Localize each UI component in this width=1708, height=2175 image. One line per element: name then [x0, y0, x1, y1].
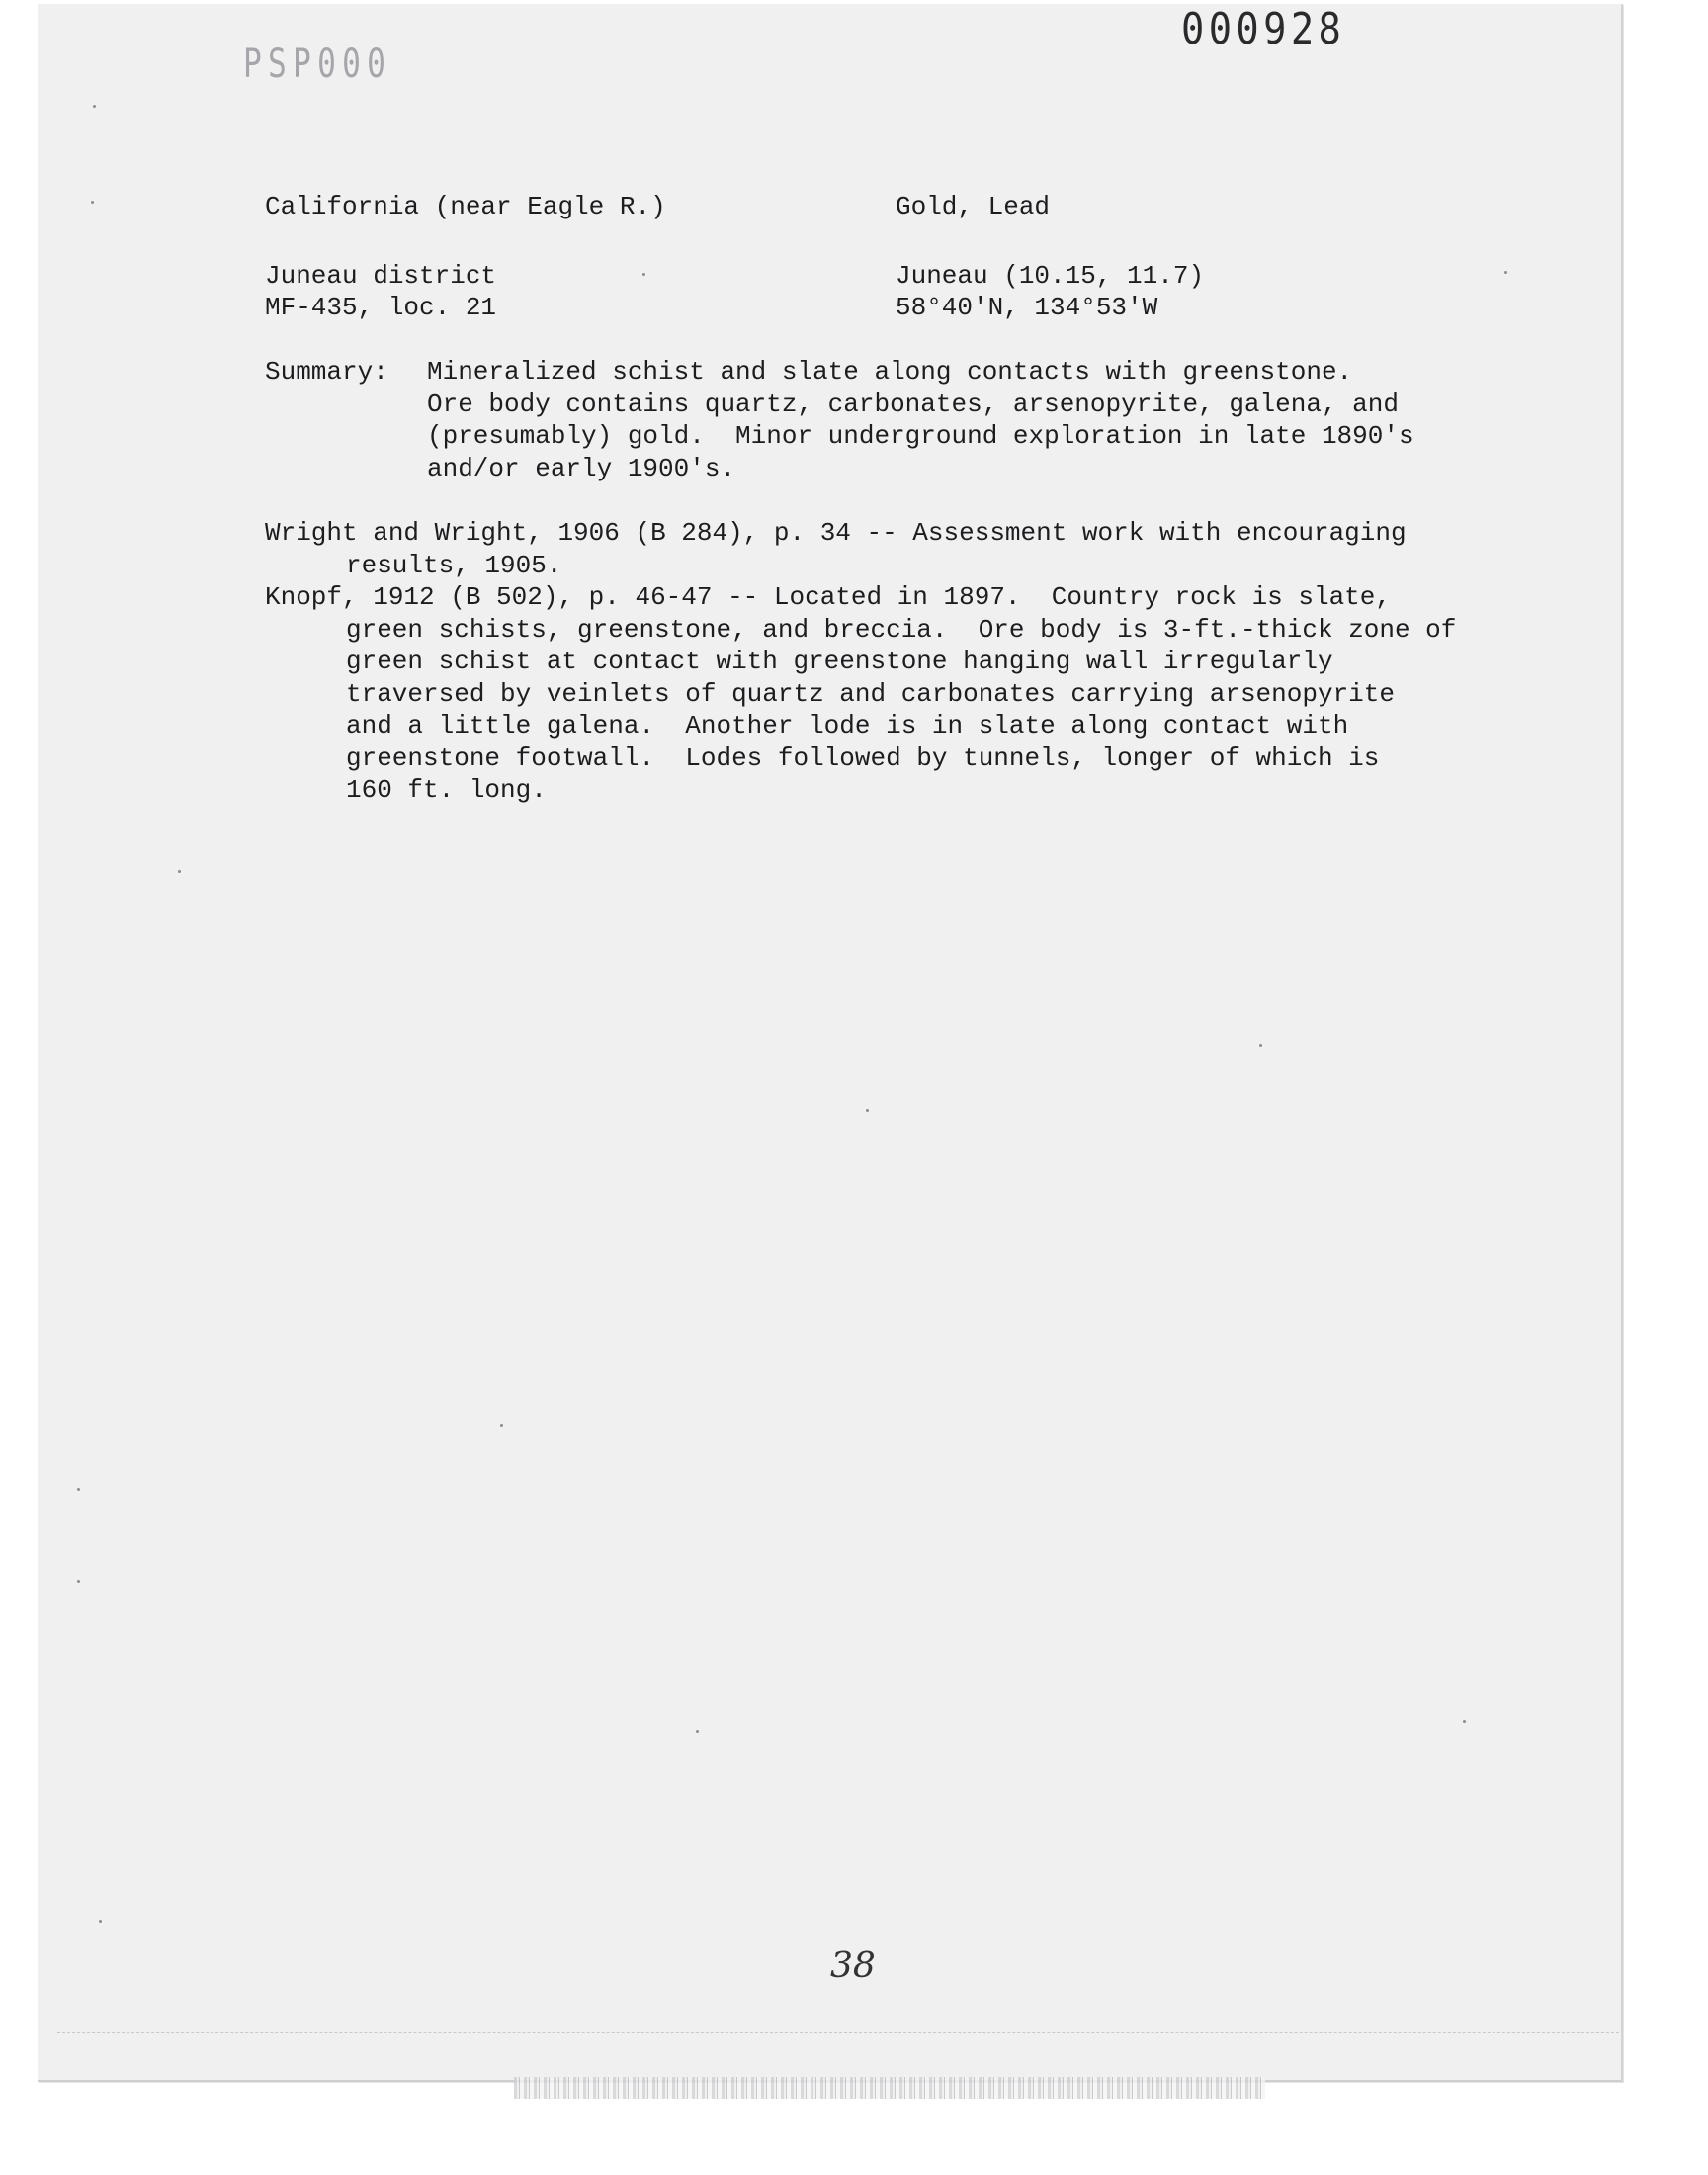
commodities: Gold, Lead — [896, 192, 1051, 221]
scan-speck — [866, 1109, 869, 1112]
scan-speck — [77, 1488, 80, 1491]
summary-label: Summary: — [265, 357, 388, 387]
location-name: California (near Eagle R.) — [265, 192, 666, 221]
handwritten-page-number: 38 — [830, 1946, 876, 1986]
scanner-artifact-strip — [514, 2077, 1265, 2099]
reference-wright — [265, 517, 1407, 581]
reference-line: Knopf, 1912 (B 502), p. 46-47 -- Located in 1897. Country rock is slate, — [265, 582, 1391, 612]
summary-line: Mineralized schist and slate along contacts with greenstone. — [427, 357, 1353, 387]
scan-speck — [178, 870, 181, 873]
scan-speck — [91, 201, 94, 204]
faded-code-stamp: PSP000 — [243, 42, 392, 87]
scan-speck — [99, 1920, 102, 1923]
scan-speck — [1463, 1720, 1466, 1723]
summary-line: (presumably) gold. Minor underground exploration in late 1890's — [427, 421, 1414, 451]
reference-knopf — [265, 581, 1456, 807]
reference-line: green schist at contact with greenstone hanging wall irregularly — [346, 647, 1333, 676]
reference-line: green schists, greenstone, and breccia. Ore body is 3-ft.-thick zone of — [346, 614, 1457, 645]
scan-speck — [500, 1424, 503, 1427]
reference-line: Wright and Wright, 1906 (B 284), p. 34 -- Assessment work with encouraging — [265, 518, 1407, 548]
scan-speck — [696, 1730, 699, 1733]
scan-speck — [77, 1580, 80, 1583]
reference-line: 160 ft. long. — [346, 775, 547, 805]
reference-line: results, 1905. — [346, 550, 562, 580]
scan-speck — [1504, 271, 1507, 274]
page-id-stamp: 000928 — [1181, 4, 1346, 54]
scan-speck — [1259, 1044, 1262, 1047]
map-reference: MF-435, loc. 21 — [265, 293, 497, 322]
page-edge-rule — [57, 2032, 1619, 2033]
scan-speck — [93, 105, 96, 108]
summary-text — [427, 356, 1414, 484]
reference-line: traversed by veinlets of quartz and carbonates carrying arsenopyrite — [346, 678, 1395, 709]
summary-line: Ore body contains quartz, carbonates, arsenopyrite, galena, and — [427, 389, 1399, 419]
summary-line: and/or early 1900's. — [427, 453, 736, 483]
reference-line: greenstone footwall. Lodes followed by tunnels, longer of which is — [346, 742, 1380, 773]
district: Juneau district — [265, 261, 497, 291]
reference-line: and a little galena. Another lode is in slate along contact with — [346, 711, 1349, 740]
quadrangle: Juneau (10.15, 11.7) — [896, 261, 1205, 291]
scan-speck — [642, 273, 645, 276]
coordinates: 58°40'N, 134°53'W — [896, 293, 1158, 322]
